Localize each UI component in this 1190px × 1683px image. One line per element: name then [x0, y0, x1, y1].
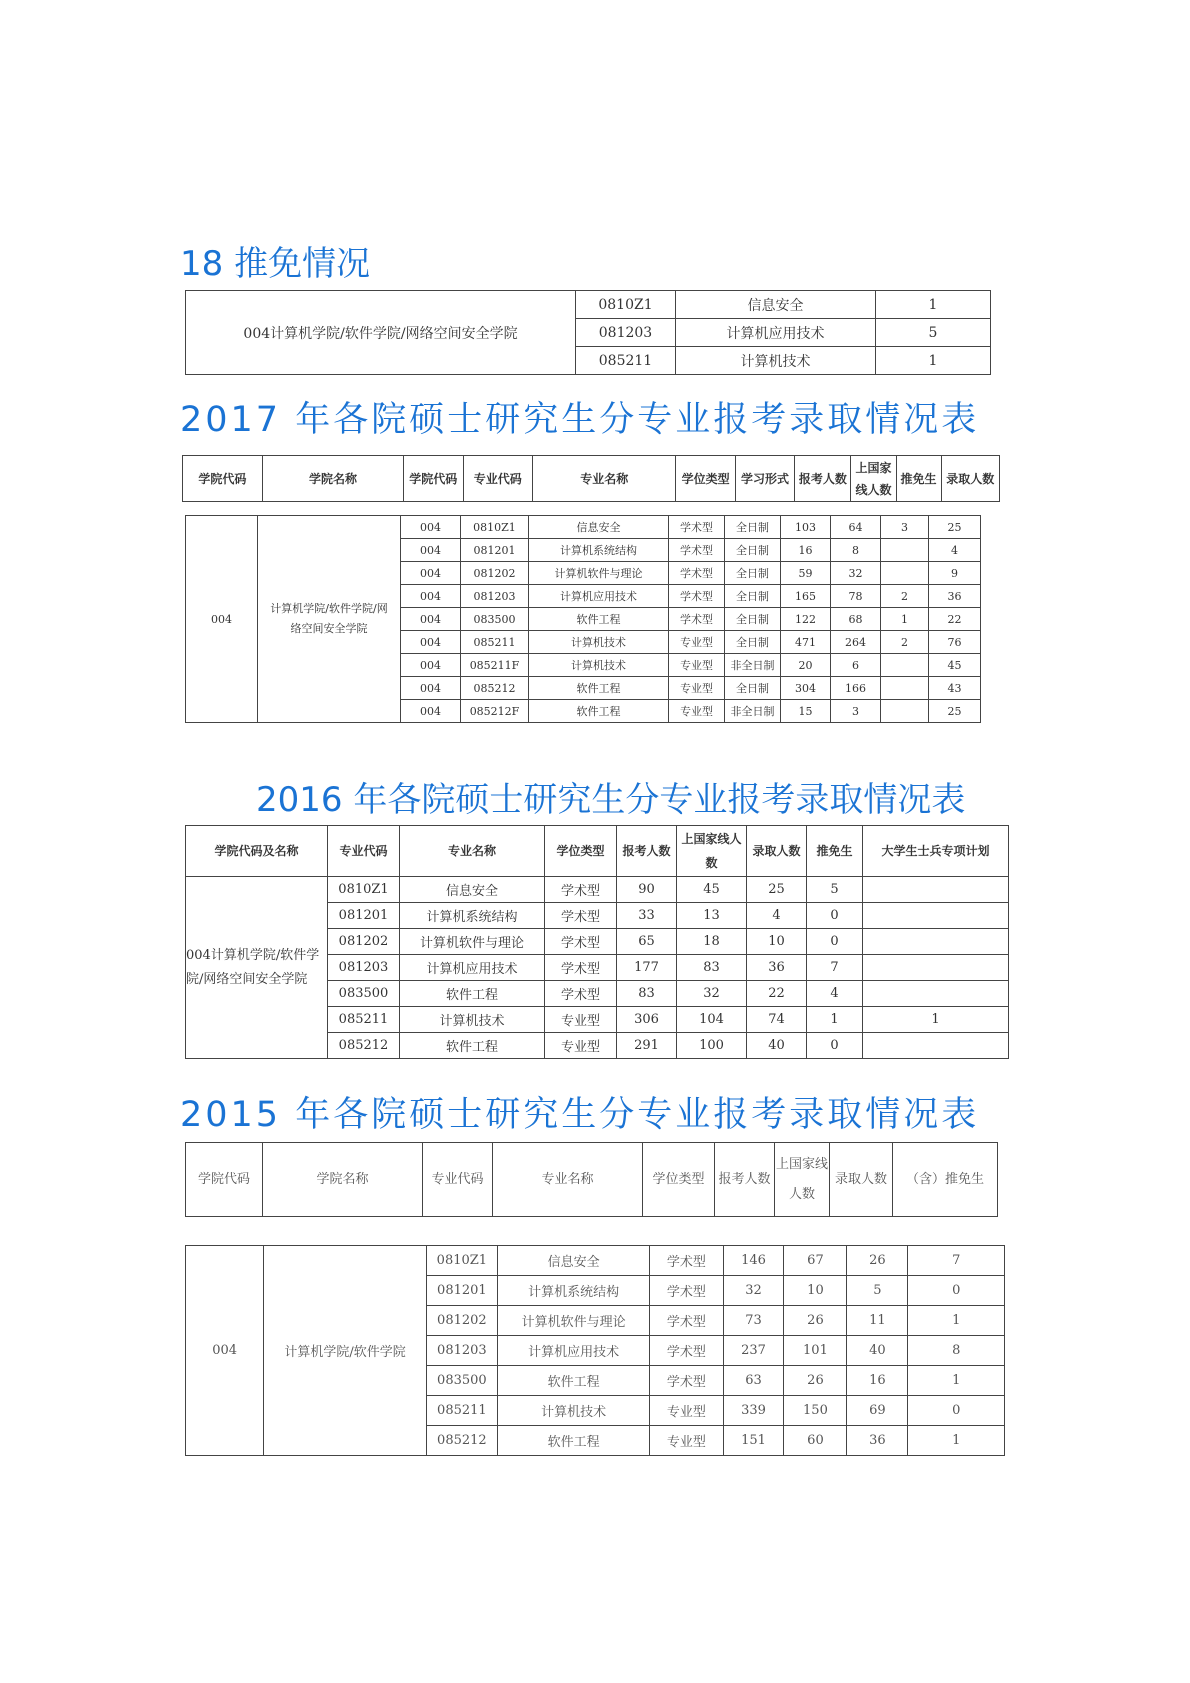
- table-cell: 1: [908, 1306, 1005, 1336]
- table-cell: 004: [401, 677, 461, 700]
- column-header: 专业代码: [463, 456, 533, 502]
- table-cell: 全日制: [725, 562, 781, 585]
- table-cell: 计算机技术: [497, 1396, 649, 1426]
- column-header: 大学生士兵专项计划: [863, 826, 1009, 877]
- table-cell: 8: [831, 539, 881, 562]
- column-header: 上国家线人数: [851, 456, 896, 502]
- table-cell: 4: [929, 539, 981, 562]
- table-cell: 081201: [461, 539, 529, 562]
- table-cell: 004: [401, 631, 461, 654]
- column-header: 推免生: [807, 826, 863, 877]
- table-cell: 专业型: [669, 654, 725, 677]
- column-header: 录取人数: [747, 826, 807, 877]
- major-name-cell: 计算机技术: [676, 347, 876, 375]
- table-cell: 全日制: [725, 631, 781, 654]
- table-cell: 学术型: [545, 929, 617, 955]
- table-cell: 6: [831, 654, 881, 677]
- table-cell: 专业型: [669, 631, 725, 654]
- table-cell: 专业型: [545, 1033, 617, 1059]
- table-cell: 081203: [426, 1336, 497, 1366]
- table-cell: 学术型: [545, 877, 617, 903]
- table-cell: 学术型: [650, 1366, 723, 1396]
- table-cell: 166: [831, 677, 881, 700]
- table-cell: 40: [747, 1033, 807, 1059]
- major-code-cell: 085211: [576, 347, 676, 375]
- table-cell: 45: [677, 877, 747, 903]
- table-cell: 083500: [328, 981, 400, 1007]
- table-cell: 15: [781, 700, 831, 723]
- table-cell: 计算机技术: [400, 1007, 545, 1033]
- column-header: 录取人数: [830, 1143, 893, 1217]
- table-cell: 2: [881, 631, 929, 654]
- table-cell: [881, 562, 929, 585]
- table-cell: 学术型: [545, 903, 617, 929]
- table-cell: 计算机应用技术: [529, 585, 669, 608]
- table-cell: 软件工程: [529, 700, 669, 723]
- table-cell: 10: [747, 929, 807, 955]
- table-cell: 计算机软件与理论: [497, 1306, 649, 1336]
- table-cell: [863, 903, 1009, 929]
- table-cell: 081202: [426, 1306, 497, 1336]
- table-cell: 全日制: [725, 585, 781, 608]
- table-cell: 0: [807, 1033, 863, 1059]
- column-header: 报考人数: [715, 1143, 775, 1217]
- table-cell: 26: [784, 1306, 847, 1336]
- table-cell: 103: [781, 516, 831, 539]
- table-cell: 计算机系统结构: [529, 539, 669, 562]
- table-cell: 43: [929, 677, 981, 700]
- table-cell: 软件工程: [529, 608, 669, 631]
- college-code-cell: 004: [186, 516, 258, 723]
- table-cell: 计算机应用技术: [497, 1336, 649, 1366]
- table-cell: 专业型: [669, 700, 725, 723]
- table-cell: 60: [784, 1426, 847, 1456]
- table-cell: 085211F: [461, 654, 529, 677]
- table-cell: 全日制: [725, 539, 781, 562]
- table-cell: 36: [847, 1426, 908, 1456]
- table-cell: 2: [881, 585, 929, 608]
- table-cell: 83: [677, 955, 747, 981]
- table-cell: 085212F: [461, 700, 529, 723]
- table-cell: 0810Z1: [461, 516, 529, 539]
- table-cell: 学术型: [669, 562, 725, 585]
- column-header: 专业代码: [423, 1143, 493, 1217]
- table-cell: 32: [723, 1276, 784, 1306]
- sec2015-header-table: [185, 1142, 998, 1217]
- table-cell: 68: [831, 608, 881, 631]
- table-cell: 0: [807, 903, 863, 929]
- column-header: 学位类型: [643, 1143, 715, 1217]
- table-cell: [881, 539, 929, 562]
- table-cell: 学术型: [669, 608, 725, 631]
- table-cell: 8: [908, 1336, 1005, 1366]
- table-cell: 085212: [426, 1426, 497, 1456]
- table-cell: 085211: [461, 631, 529, 654]
- table-cell: 4: [747, 903, 807, 929]
- sec2017-header-table: [182, 455, 1000, 502]
- table-cell: 122: [781, 608, 831, 631]
- column-header: 学位类型: [676, 456, 735, 502]
- table-cell: 291: [617, 1033, 677, 1059]
- table-cell: 74: [747, 1007, 807, 1033]
- table-cell: 信息安全: [529, 516, 669, 539]
- table-cell: 306: [617, 1007, 677, 1033]
- table-cell: 1: [908, 1426, 1005, 1456]
- table-cell: 计算机软件与理论: [400, 929, 545, 955]
- table-cell: 004: [401, 608, 461, 631]
- table-cell: 专业型: [650, 1396, 723, 1426]
- table-cell: 65: [617, 929, 677, 955]
- table-cell: 146: [723, 1246, 784, 1276]
- table-cell: [863, 877, 1009, 903]
- table-cell: 非全日制: [725, 654, 781, 677]
- table-cell: 101: [784, 1336, 847, 1366]
- table-cell: 专业型: [545, 1007, 617, 1033]
- sec18-title: 18 推免情况: [180, 244, 371, 284]
- table-cell: 081203: [461, 585, 529, 608]
- table-cell: 软件工程: [400, 1033, 545, 1059]
- table-cell: 5: [847, 1276, 908, 1306]
- column-header: 专业名称: [493, 1143, 643, 1217]
- sec2016-table: [185, 825, 1009, 1059]
- count-cell: 1: [876, 347, 991, 375]
- column-header: 学院代码: [404, 456, 463, 502]
- table-cell: 非全日制: [725, 700, 781, 723]
- column-header: （含）推免生: [893, 1143, 998, 1217]
- column-header: 学位类型: [545, 826, 617, 877]
- table-cell: 151: [723, 1426, 784, 1456]
- table-cell: 33: [617, 903, 677, 929]
- table-cell: 83: [617, 981, 677, 1007]
- table-cell: 104: [677, 1007, 747, 1033]
- table-cell: 339: [723, 1396, 784, 1426]
- table-cell: 软件工程: [400, 981, 545, 1007]
- table-cell: 165: [781, 585, 831, 608]
- table-cell: 专业型: [669, 677, 725, 700]
- table-cell: 59: [781, 562, 831, 585]
- table-cell: 16: [847, 1366, 908, 1396]
- table-cell: 软件工程: [529, 677, 669, 700]
- table-cell: 081201: [328, 903, 400, 929]
- sec2015-title: 2015 年各院硕士研究生分专业报考录取情况表: [180, 1095, 980, 1135]
- count-cell: 1: [876, 291, 991, 319]
- table-cell: 237: [723, 1336, 784, 1366]
- table-cell: 3: [881, 516, 929, 539]
- table-cell: 16: [781, 539, 831, 562]
- table-cell: 25: [929, 700, 981, 723]
- table-cell: 13: [677, 903, 747, 929]
- table-cell: 4: [807, 981, 863, 1007]
- table-cell: 学术型: [650, 1306, 723, 1336]
- table-cell: 081202: [328, 929, 400, 955]
- college-name-cell: 计算机学院/软件学院: [264, 1246, 427, 1456]
- table-cell: 1: [881, 608, 929, 631]
- table-row: [186, 291, 991, 319]
- table-cell: [863, 981, 1009, 1007]
- table-cell: 计算机软件与理论: [529, 562, 669, 585]
- table-row: [186, 1246, 1005, 1276]
- table-cell: 学术型: [669, 516, 725, 539]
- table-cell: 7: [908, 1246, 1005, 1276]
- table-cell: 0: [908, 1396, 1005, 1426]
- table-cell: 004: [401, 516, 461, 539]
- table-cell: 计算机系统结构: [400, 903, 545, 929]
- count-cell: 5: [876, 319, 991, 347]
- table-cell: 1: [908, 1366, 1005, 1396]
- table-cell: 004: [401, 654, 461, 677]
- column-header: 专业代码: [328, 826, 400, 877]
- table-cell: 学术型: [650, 1246, 723, 1276]
- table-cell: 081203: [328, 955, 400, 981]
- table-cell: 22: [747, 981, 807, 1007]
- table-cell: 全日制: [725, 677, 781, 700]
- column-header: 学院代码: [183, 456, 263, 502]
- table-cell: 20: [781, 654, 831, 677]
- table-cell: 5: [807, 877, 863, 903]
- table-cell: 26: [847, 1246, 908, 1276]
- table-cell: 学术型: [650, 1336, 723, 1366]
- column-header: 学习形式: [735, 456, 794, 502]
- table-cell: 全日制: [725, 608, 781, 631]
- table-cell: 25: [929, 516, 981, 539]
- column-header: 学院代码及名称: [186, 826, 328, 877]
- table-cell: 78: [831, 585, 881, 608]
- table-cell: 软件工程: [497, 1366, 649, 1396]
- column-header: 专业名称: [533, 456, 676, 502]
- table-cell: 学术型: [650, 1276, 723, 1306]
- table-cell: 085211: [426, 1396, 497, 1426]
- table-cell: 计算机应用技术: [400, 955, 545, 981]
- table-cell: 全日制: [725, 516, 781, 539]
- table-cell: 69: [847, 1396, 908, 1426]
- table-cell: 085212: [461, 677, 529, 700]
- table-cell: 1: [807, 1007, 863, 1033]
- table-cell: 76: [929, 631, 981, 654]
- college-code-cell: 004: [186, 1246, 264, 1456]
- table-cell: 0810Z1: [426, 1246, 497, 1276]
- table-cell: 3: [831, 700, 881, 723]
- table-cell: 177: [617, 955, 677, 981]
- table-cell: 100: [677, 1033, 747, 1059]
- table-cell: 学术型: [545, 981, 617, 1007]
- table-cell: 004: [401, 700, 461, 723]
- table-row: [186, 516, 981, 539]
- college-name-cell: 004计算机学院/软件学院/网络空间安全学院: [186, 877, 328, 1059]
- table-cell: 085211: [328, 1007, 400, 1033]
- sec2016-title: 2016 年各院硕士研究生分专业报考录取情况表: [256, 780, 966, 820]
- table-cell: 25: [747, 877, 807, 903]
- table-cell: 学术型: [669, 539, 725, 562]
- table-cell: 22: [929, 608, 981, 631]
- table-cell: 40: [847, 1336, 908, 1366]
- table-cell: 0: [807, 929, 863, 955]
- sec2017-table: [185, 515, 981, 723]
- table-cell: 0: [908, 1276, 1005, 1306]
- table-cell: 18: [677, 929, 747, 955]
- table-cell: [881, 677, 929, 700]
- column-header: 上国家线人数: [775, 1143, 830, 1217]
- sec2017-title: 2017 年各院硕士研究生分专业报考录取情况表: [180, 400, 980, 440]
- table-cell: 学术型: [545, 955, 617, 981]
- table-cell: 081202: [461, 562, 529, 585]
- table-cell: [881, 654, 929, 677]
- table-cell: [881, 700, 929, 723]
- column-header: 学院名称: [262, 456, 403, 502]
- major-name-cell: 信息安全: [676, 291, 876, 319]
- table-cell: 32: [831, 562, 881, 585]
- table-cell: 083500: [461, 608, 529, 631]
- table-cell: 63: [723, 1366, 784, 1396]
- table-cell: 9: [929, 562, 981, 585]
- table-cell: 软件工程: [497, 1426, 649, 1456]
- table-cell: 0810Z1: [328, 877, 400, 903]
- table-cell: 36: [747, 955, 807, 981]
- table-cell: 学术型: [669, 585, 725, 608]
- column-header: 报考人数: [617, 826, 677, 877]
- major-code-cell: 0810Z1: [576, 291, 676, 319]
- table-cell: 304: [781, 677, 831, 700]
- table-cell: 004: [401, 585, 461, 608]
- table-cell: 计算机技术: [529, 631, 669, 654]
- column-header: 专业名称: [400, 826, 545, 877]
- table-cell: 专业型: [650, 1426, 723, 1456]
- table-cell: 信息安全: [400, 877, 545, 903]
- major-name-cell: 计算机应用技术: [676, 319, 876, 347]
- sec2015-table: [185, 1245, 1005, 1456]
- table-cell: 信息安全: [497, 1246, 649, 1276]
- column-header: 学院名称: [263, 1143, 423, 1217]
- table-cell: 64: [831, 516, 881, 539]
- table-cell: 7: [807, 955, 863, 981]
- table-row: [186, 877, 1009, 903]
- table-cell: [863, 929, 1009, 955]
- table-cell: 36: [929, 585, 981, 608]
- table-cell: 004: [401, 539, 461, 562]
- table-cell: 10: [784, 1276, 847, 1306]
- column-header: 上国家线人数: [677, 826, 747, 877]
- college-name-cell: 004计算机学院/软件学院/网络空间安全学院: [186, 291, 576, 375]
- table-cell: 1: [863, 1007, 1009, 1033]
- college-name-cell: 计算机学院/软件学院/网络空间安全学院: [258, 516, 401, 723]
- column-header: 学院代码: [186, 1143, 263, 1217]
- table-cell: 45: [929, 654, 981, 677]
- table-cell: 264: [831, 631, 881, 654]
- sec18-table: [185, 290, 991, 375]
- table-cell: 083500: [426, 1366, 497, 1396]
- table-cell: 90: [617, 877, 677, 903]
- table-cell: 004: [401, 562, 461, 585]
- table-cell: 081201: [426, 1276, 497, 1306]
- column-header: 报考人数: [795, 456, 851, 502]
- column-header: 录取人数: [941, 456, 999, 502]
- table-cell: 150: [784, 1396, 847, 1426]
- table-cell: [863, 1033, 1009, 1059]
- table-cell: 471: [781, 631, 831, 654]
- table-cell: 26: [784, 1366, 847, 1396]
- table-cell: 085212: [328, 1033, 400, 1059]
- table-cell: 计算机系统结构: [497, 1276, 649, 1306]
- table-cell: 32: [677, 981, 747, 1007]
- table-cell: [863, 955, 1009, 981]
- table-cell: 73: [723, 1306, 784, 1336]
- major-code-cell: 081203: [576, 319, 676, 347]
- table-cell: 67: [784, 1246, 847, 1276]
- table-cell: 11: [847, 1306, 908, 1336]
- column-header: 推免生: [896, 456, 941, 502]
- table-cell: 计算机技术: [529, 654, 669, 677]
